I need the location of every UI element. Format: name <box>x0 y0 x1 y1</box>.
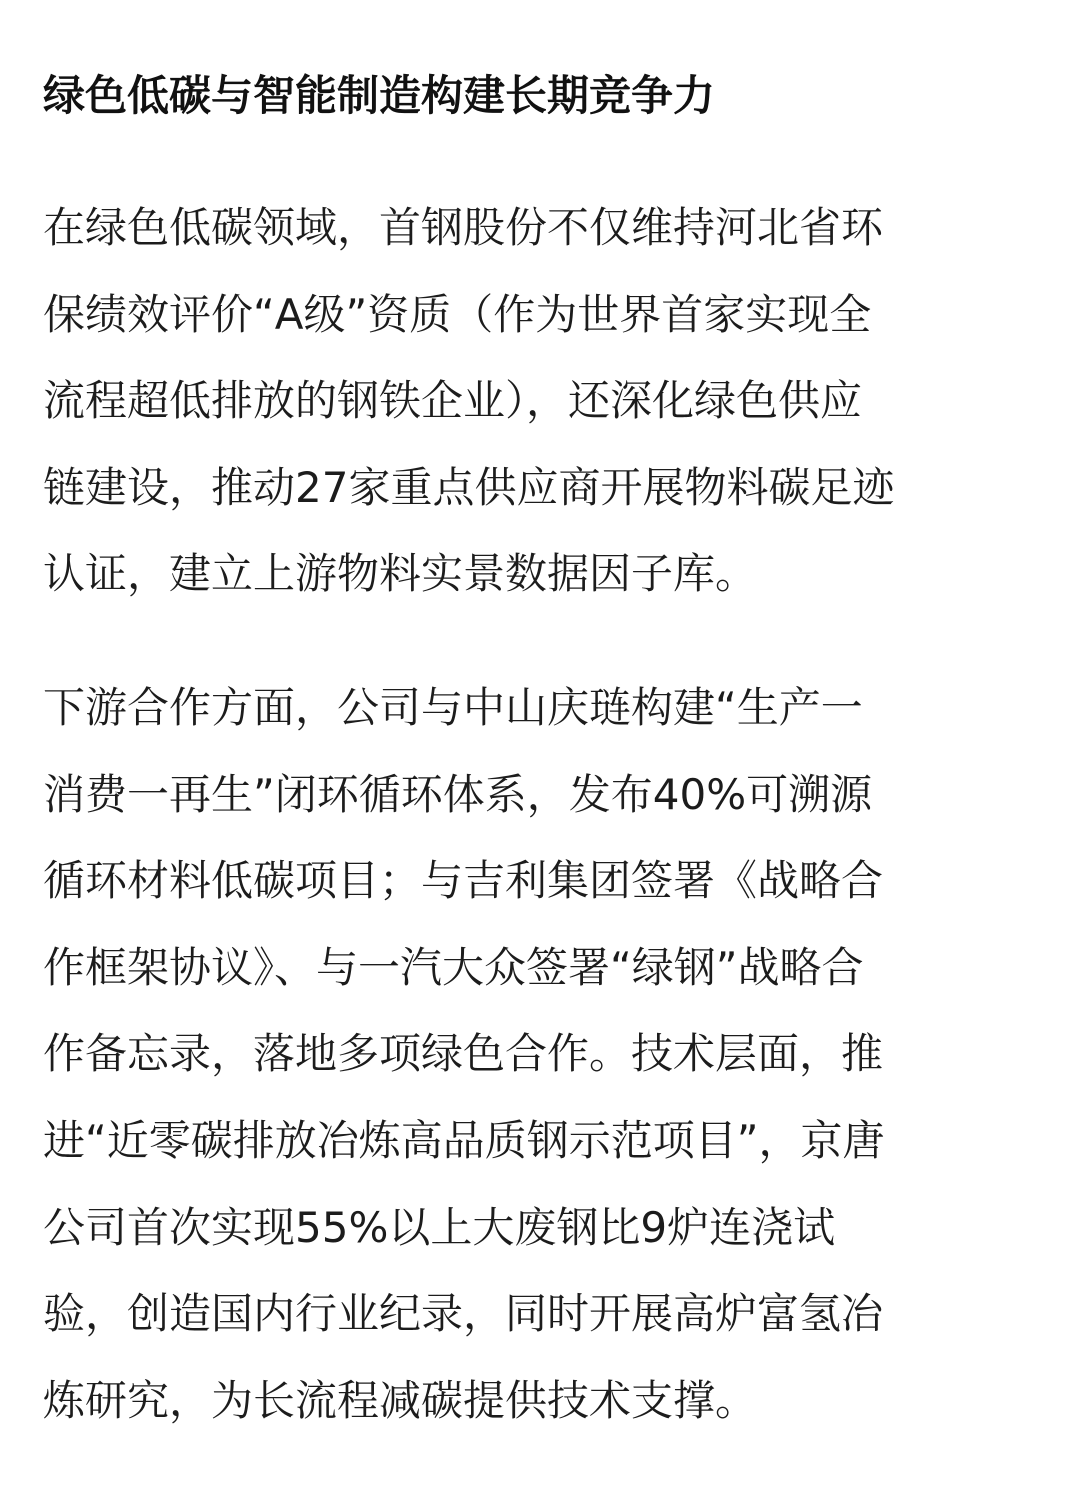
paragraph-downstream-cooperation <box>43 665 1039 1444</box>
paragraph-line: 作备忘录，落地多项绿色合作。技术层面，推 <box>43 1029 884 1079</box>
paragraph-line: 炼研究，为长流程减碳提供技术支撑。 <box>43 1375 758 1425</box>
paragraph-line: 在绿色低碳领域，首钢股份不仅维持河北省环 <box>43 203 884 252</box>
paragraph-line: 进“近零碳排放冶炼高品质钢示范项目”，京唐 <box>43 1115 885 1165</box>
paragraph-line: 公司首次实现55%以上大废钢比9炉连浇试 <box>43 1202 836 1252</box>
paragraph-line: 下游合作方面，公司与中山庆琏构建“生产一 <box>43 683 863 732</box>
paragraph-line: 验，创造国内行业纪录，同时开展高炉富氢冶 <box>43 1289 884 1339</box>
article-title: 绿色低碳与智能制造构建长期竞争力 <box>43 71 716 120</box>
paragraph-line: 作框架协议》、与一汽大众签署“绿钢”战略合 <box>43 942 864 992</box>
paragraph-line: 认证，建立上游物料实景数据因子库。 <box>43 549 758 599</box>
paragraph-line: 流程超低排放的钢铁企业），还深化绿色供应 <box>43 376 863 426</box>
paragraph-line: 保绩效评价“A级”资质（作为世界首家实现全 <box>43 289 872 339</box>
paragraph-line: 链建设，推动27家重点供应商开展物料碳足迹 <box>43 462 895 512</box>
paragraph-line: 消费一再生”闭环循环体系，发布40%可溯源 <box>43 769 873 819</box>
paragraph-green-low-carbon <box>43 185 1039 618</box>
paragraph-line: 循环材料低碳项目；与吉利集团签署《战略合 <box>43 856 884 906</box>
